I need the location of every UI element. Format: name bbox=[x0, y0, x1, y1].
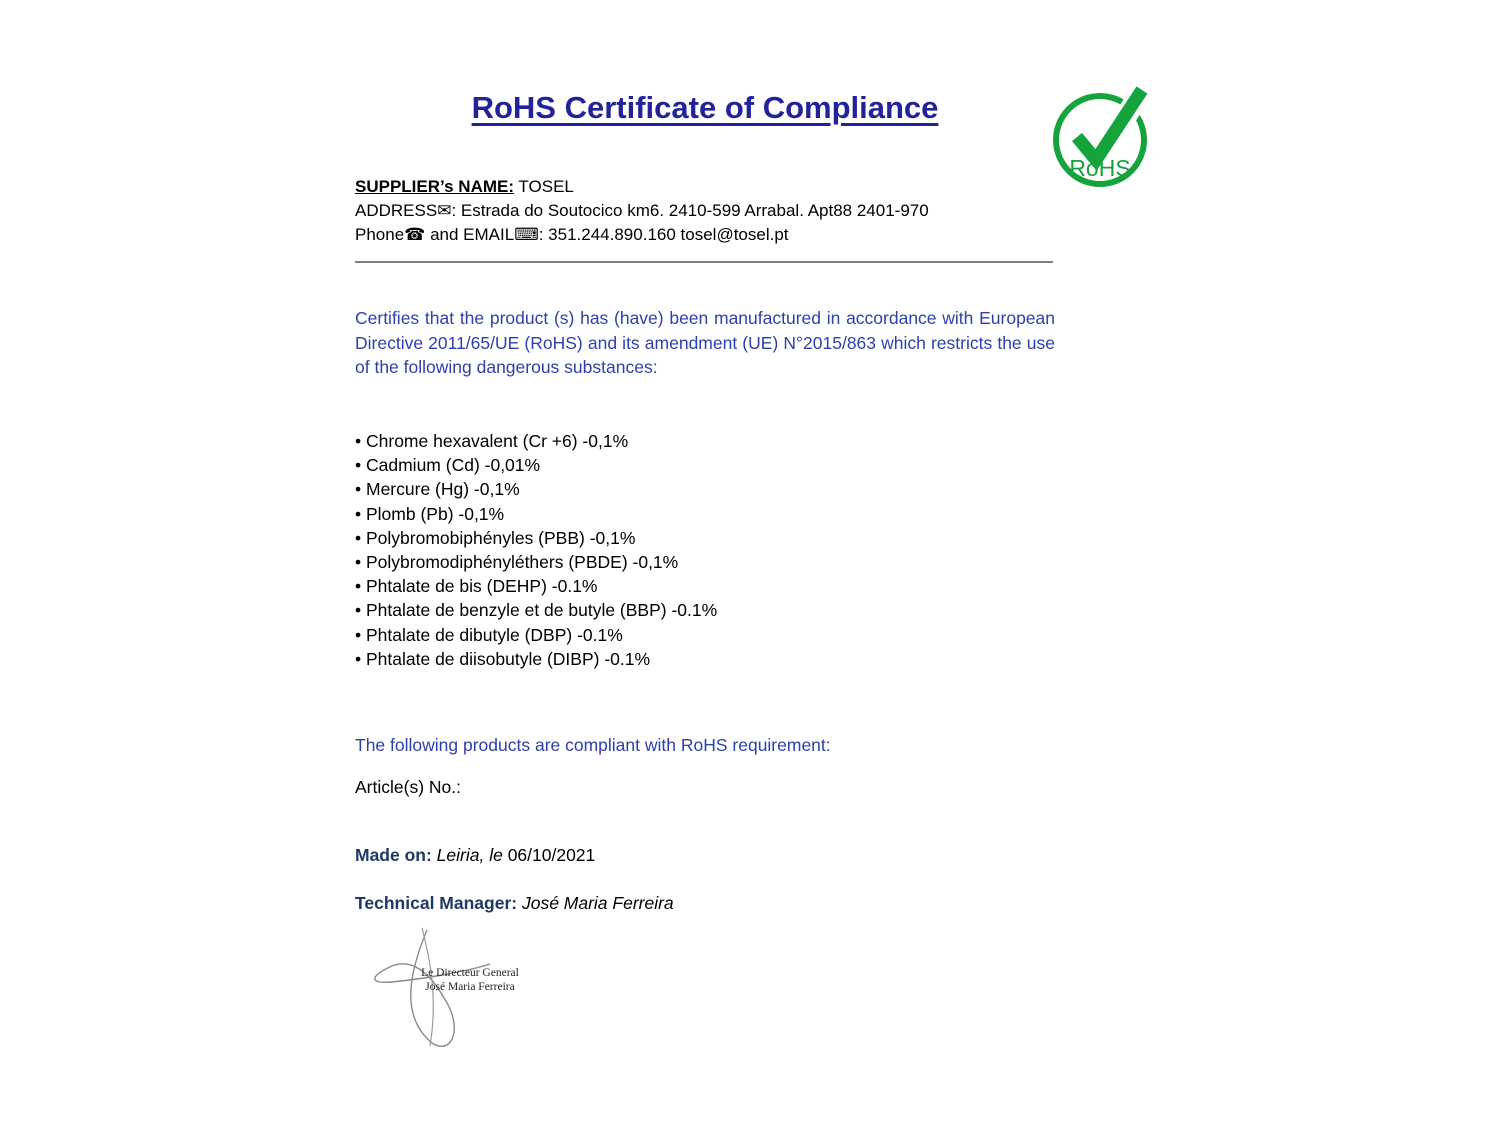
supplier-name-line bbox=[355, 175, 1055, 199]
phone-icon: ☎ bbox=[404, 225, 426, 244]
list-item: • Phtalate de dibutyle (DBP) -0.1% bbox=[355, 623, 1055, 647]
compliance-statement: The following products are compliant with RoHS requirement: bbox=[355, 735, 831, 755]
rohs-logo-graphic bbox=[1050, 80, 1154, 192]
supplier-contact-line bbox=[355, 223, 1055, 247]
supplier-address-line bbox=[355, 199, 1055, 223]
list-item: • Chrome hexavalent (Cr +6) -0,1% bbox=[355, 429, 1055, 453]
divider-line bbox=[355, 261, 1053, 263]
page-title: RoHS Certificate of Compliance bbox=[471, 90, 939, 125]
supplier-name-value: TOSEL bbox=[514, 177, 574, 196]
list-item: • Mercure (Hg) -0,1% bbox=[355, 477, 1055, 501]
rohs-logo-text: RoHS bbox=[1069, 155, 1131, 181]
list-item: • Polybromobiphényles (PBB) -0,1% bbox=[355, 526, 1055, 550]
list-item: • Phtalate de benzyle et de butyle (BBP) -0.1% bbox=[355, 598, 1055, 622]
made-on-date: 06/10/2021 bbox=[507, 845, 596, 865]
phone-label: Phone bbox=[355, 225, 405, 244]
article-number-label: Article(s) No.: bbox=[355, 777, 461, 797]
made-on-line bbox=[355, 845, 1055, 866]
made-on-label: Made on: bbox=[355, 845, 432, 865]
rohs-logo bbox=[1050, 80, 1154, 192]
technical-manager-label: Technical Manager: bbox=[355, 893, 518, 913]
supplier-block bbox=[355, 175, 1055, 247]
email-label: and EMAIL bbox=[425, 225, 515, 244]
supplier-name-label: SUPPLIER’s NAME: bbox=[355, 177, 515, 196]
list-item: • Phtalate de diisobutyle (DIBP) -0.1% bbox=[355, 647, 1055, 671]
envelope-icon: ✉ bbox=[437, 201, 452, 220]
list-item: • Polybromodiphényléthers (PBDE) -0,1% bbox=[355, 550, 1055, 574]
address-value: : Estrada do Soutocico km6. 2410-599 Arrabal. Apt88 2401-970 bbox=[451, 201, 929, 220]
signature-line1: Le Directeur General bbox=[421, 967, 519, 979]
computer-icon: ⌨ bbox=[514, 225, 539, 244]
address-label: ADDRESS bbox=[355, 201, 438, 220]
list-item: • Cadmium (Cd) -0,01% bbox=[355, 453, 1055, 477]
technical-manager-name: José Maria Ferreira bbox=[517, 893, 674, 913]
signature-stamp-text bbox=[380, 966, 560, 994]
signature-block bbox=[352, 918, 572, 1058]
technical-manager-line bbox=[355, 893, 1055, 914]
contact-value: : 351.244.890.160 tosel@tosel.pt bbox=[538, 225, 789, 244]
made-on-place: Leiria, le bbox=[431, 845, 508, 865]
signature-line2: José Maria Ferreira bbox=[425, 981, 515, 993]
list-item: • Plomb (Pb) -0,1% bbox=[355, 502, 1055, 526]
list-item: • Phtalate de bis (DEHP) -0.1% bbox=[355, 574, 1055, 598]
certification-statement: Certifies that the product (s) has (have) been manufactured in accordance with European Directive 2011/65/UE (RoHS) and its amendment (UE) N°2015/863 which restricts the use of the following dangerous substances: bbox=[355, 308, 1055, 377]
substances-list bbox=[355, 429, 1055, 671]
